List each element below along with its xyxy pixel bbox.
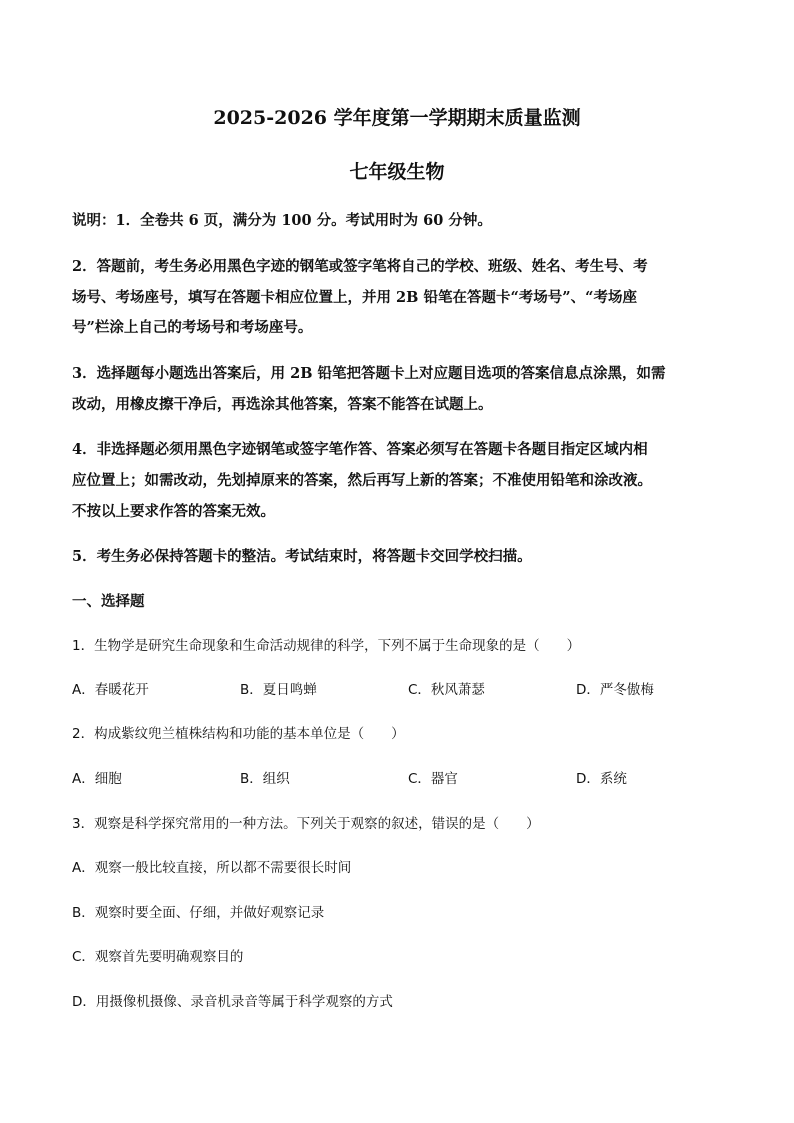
instruction-4-line-2: 应位置上；如需改动，先划掉原来的答案，然后再写上新的答案；不准使用铅笔和涂改液。 xyxy=(72,472,652,489)
question-2-option-d[interactable]: D．系统 xyxy=(576,771,627,787)
instruction-5: 5．考生务必保持答题卡的整洁。考试结束时，将答题卡交回学校扫描。 xyxy=(72,548,532,565)
question-1-option-c[interactable]: C．秋风萧瑟 xyxy=(408,682,485,698)
instruction-2-line-1: 2．答题前，考生务必用黑色字迹的钢笔或签字笔将自己的学校、班级、姓名、考生号、考 xyxy=(72,258,648,275)
section-heading: 一、选择题 xyxy=(72,593,145,610)
question-2-stem: 2．构成紫纹兜兰植株结构和功能的基本单位是（ ） xyxy=(72,726,405,742)
question-3-option-d[interactable]: D．用摄像机摄像、录音机录音等属于科学观察的方式 xyxy=(72,994,393,1010)
question-1-option-b[interactable]: B．夏日鸣蝉 xyxy=(240,682,317,698)
instruction-3-line-1: 3．选择题每小题选出答案后，用 2B 铅笔把答题卡上对应题目选项的答案信息点涂黑，如需 xyxy=(72,365,666,382)
question-2-option-b[interactable]: B．组织 xyxy=(240,771,290,787)
exam-subject: 七年级生物 xyxy=(349,161,445,183)
instruction-2-line-3: 号”栏涂上自己的考场号和考场座号。 xyxy=(72,319,313,336)
instruction-4-line-1: 4．非选择题必须用黑色字迹钢笔或签字笔作答、答案必须写在答题卡各题目指定区域内相 xyxy=(72,441,648,458)
question-3-option-c[interactable]: C．观察首先要明确观察目的 xyxy=(72,949,244,965)
question-3-stem: 3．观察是科学探究常用的一种方法。下列关于观察的叙述，错误的是（ ） xyxy=(72,816,540,832)
question-1-option-d[interactable]: D．严冬傲梅 xyxy=(576,682,654,698)
question-2-option-a[interactable]: A．细胞 xyxy=(72,771,122,787)
exam-title: 2025-2026 学年度第一学期期末质量监测 xyxy=(213,107,581,129)
question-1-stem: 1．生物学是研究生命现象和生命活动规律的科学，下列不属于生命现象的是（ ） xyxy=(72,638,581,654)
question-3-option-a[interactable]: A．观察一般比较直接，所以都不需要很长时间 xyxy=(72,860,352,876)
instruction-4-line-3: 不按以上要求作答的答案无效。 xyxy=(72,503,275,520)
instruction-1: 说明：1．全卷共 6 页，满分为 100 分。考试用时为 60 分钟。 xyxy=(72,212,492,229)
instruction-3-line-2: 改动，用橡皮擦干净后，再选涂其他答案，答案不能答在试题上。 xyxy=(72,396,493,413)
question-2-option-c[interactable]: C．器官 xyxy=(408,771,458,787)
instruction-2-line-2: 场号、考场座号，填写在答题卡相应位置上，并用 2B 铅笔在答题卡“考场号”、“考场座 xyxy=(72,289,637,306)
question-1-option-a[interactable]: A．春暖花开 xyxy=(72,682,149,698)
question-3-option-b[interactable]: B．观察时要全面、仔细，并做好观察记录 xyxy=(72,905,325,921)
